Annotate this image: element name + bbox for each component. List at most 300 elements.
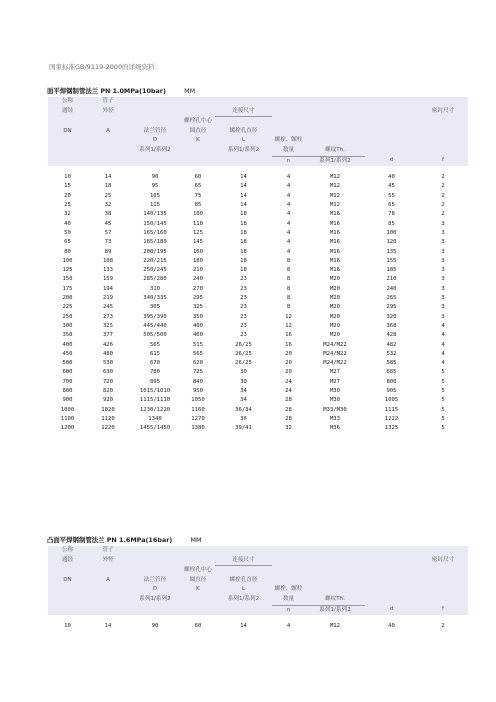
header-cell	[48, 117, 87, 127]
header-row	[48, 107, 468, 117]
table-cell: 18	[240, 267, 247, 274]
table-cell: 4	[286, 220, 291, 227]
table-cell: 30	[240, 378, 247, 385]
header-cell	[215, 117, 272, 127]
table-cell: 400	[192, 322, 204, 329]
spacer-cell	[87, 615, 129, 622]
table-cell: 95	[151, 183, 159, 190]
table-cell: 40	[388, 623, 395, 630]
header-series-th: 系列1/系列2	[305, 156, 365, 166]
header-dn: DN	[48, 576, 87, 586]
table-cell: 905	[386, 387, 397, 394]
table-cell: 377	[102, 332, 114, 339]
header-cell	[129, 556, 181, 566]
header-series-l: 系列1/系列2	[215, 146, 272, 156]
table-row	[48, 424, 468, 433]
table-cell: 1200	[60, 425, 75, 432]
header-dn-cn2: 通经	[48, 556, 87, 566]
header-cell	[305, 576, 365, 586]
header-cell	[365, 127, 418, 137]
header-cell	[129, 605, 181, 615]
table-cell: 23	[240, 295, 247, 302]
table-cell: 100	[62, 257, 73, 264]
table-row	[48, 294, 468, 303]
header-cell	[418, 136, 468, 146]
table-cell: M16	[329, 257, 341, 264]
header-cell	[129, 97, 181, 107]
table-cell: 340/335	[143, 295, 167, 302]
table-cell: 3	[441, 229, 445, 236]
header-series-th: 系列1/系列2	[305, 605, 365, 615]
table-cell: 700	[62, 378, 73, 385]
table-row	[48, 350, 468, 359]
table-cell: 14	[240, 202, 247, 209]
table-cell: 565	[149, 341, 161, 348]
table-row	[48, 387, 468, 396]
header-cell	[418, 117, 468, 127]
header-cell	[305, 97, 365, 107]
spacer-cell	[305, 166, 365, 173]
header-dn-cn: 公称	[48, 546, 87, 556]
table-row	[48, 173, 468, 182]
header-row	[48, 97, 468, 107]
table-cell: 4	[441, 360, 445, 367]
table-cell: 4	[441, 341, 445, 348]
table-cell: 428	[386, 332, 397, 339]
table-cell: 90	[151, 174, 159, 181]
table-row	[48, 359, 468, 368]
table-cell: 36	[240, 415, 247, 422]
header-row	[48, 576, 468, 586]
header-sd: d	[365, 156, 418, 166]
table-cell: 26/25	[235, 360, 252, 367]
spacer-cell	[215, 166, 272, 173]
table-cell: 400	[62, 341, 73, 348]
table-cell: M12	[329, 192, 341, 199]
table-cell: M16	[329, 229, 341, 236]
table-cell: 12	[285, 313, 292, 320]
table-cell: 14	[240, 183, 247, 190]
header-series-d: 系列1/系列2	[129, 146, 181, 156]
table-cell: 4	[441, 350, 445, 357]
table-cell: 8	[286, 285, 291, 292]
spacer-cell	[272, 166, 305, 173]
table-cell: 4	[286, 211, 291, 218]
header-cell	[272, 566, 305, 576]
table-cell: 1230/1220	[139, 406, 171, 413]
table-cell: 150/145	[143, 220, 167, 227]
table-cell: 18	[240, 220, 247, 227]
table-cell: 75	[194, 192, 202, 199]
table-cell: 140/135	[143, 211, 167, 218]
table-cell: 800	[386, 378, 397, 385]
table-row	[48, 266, 468, 275]
header-L: L	[215, 585, 272, 595]
table-cell: 18	[240, 257, 247, 264]
table-cell: 1050	[191, 397, 205, 404]
table-cell: M20	[329, 285, 341, 292]
table-row	[48, 622, 468, 631]
table-cell: 40	[388, 174, 395, 181]
table-cell: 295	[192, 295, 204, 302]
header-L: L	[215, 136, 272, 146]
header-sf: f	[418, 156, 468, 166]
header-cell	[272, 107, 305, 117]
spacer-cell	[87, 166, 129, 173]
header-cell	[129, 117, 181, 127]
header-cell	[365, 556, 418, 566]
header-cell	[272, 576, 305, 586]
table-cell: 720	[102, 378, 114, 385]
table-cell: 220/215	[143, 257, 167, 264]
spacer-cell	[181, 615, 215, 622]
header-k-cn: 螺栓孔中心	[181, 566, 215, 576]
table-cell: 460	[192, 332, 204, 339]
header-cell	[305, 566, 365, 576]
header-D: D	[129, 585, 181, 595]
header-cell	[48, 566, 87, 576]
header-cell	[272, 556, 305, 566]
table-cell: 950	[192, 387, 204, 394]
table-cell: 200	[62, 295, 73, 302]
table-cell: 65	[388, 202, 395, 209]
header-dn-cn: 公称	[48, 97, 87, 107]
table-cell: 24	[285, 387, 292, 394]
header-cell	[87, 156, 129, 166]
table-cell: 34	[240, 397, 247, 404]
table-cell: 530	[102, 360, 114, 367]
header-cell	[418, 146, 468, 156]
header-connect: 连接尺寸	[215, 107, 272, 117]
table-cell: M16	[329, 211, 341, 218]
table-cell: 20	[285, 350, 292, 357]
table-cell: 55	[388, 192, 395, 199]
table-row	[48, 406, 468, 415]
table-cell: 89	[104, 248, 112, 255]
table-cell: M12	[329, 202, 341, 209]
header-cell	[129, 566, 181, 576]
table-cell: 325	[192, 304, 204, 311]
header-l-cn: 螺栓孔直径	[215, 576, 272, 586]
table-cell: 320	[386, 313, 397, 320]
table-cell: 4	[286, 174, 291, 181]
table-cell: 4	[286, 248, 291, 255]
table-cell: 565	[192, 350, 204, 357]
table-cell: 185/180	[143, 239, 167, 246]
table-cell: 4	[286, 229, 291, 236]
table-cell: 350	[192, 313, 204, 320]
table-cell: 108	[102, 257, 114, 264]
header-a: A	[87, 127, 129, 137]
table-cell: 45	[388, 183, 395, 190]
table-cell: 23	[240, 313, 247, 320]
header-cell	[272, 127, 305, 137]
header-d-cn: 法兰管径	[129, 127, 181, 137]
header-cell	[305, 136, 365, 146]
table-cell: 365	[149, 304, 161, 311]
table-cell: 426	[102, 341, 114, 348]
table-cell: 395/390	[143, 313, 167, 320]
table-cell: 3	[441, 267, 445, 274]
table-cell: 32	[285, 425, 292, 432]
table-row	[48, 257, 468, 266]
header-cell	[181, 97, 215, 107]
header-row	[48, 546, 468, 556]
section-2-title-text: 凸面平焊钢制管法兰 PN 1.6MPa(16bar)	[47, 536, 173, 544]
table-cell: 18	[240, 248, 247, 255]
table-cell: 219	[102, 295, 114, 302]
table-cell: 180	[192, 257, 204, 264]
table-cell: 85	[388, 220, 395, 227]
table-cell: 145	[192, 239, 204, 246]
table-row	[48, 210, 468, 219]
spacer-row	[48, 166, 468, 173]
table-cell: 30	[240, 369, 247, 376]
table-cell: 65	[64, 239, 71, 246]
table-cell: M12	[329, 623, 341, 630]
header-cell	[87, 585, 129, 595]
table-cell: 350	[62, 332, 73, 339]
table-cell: 16	[285, 332, 292, 339]
table-cell: 100	[192, 211, 204, 218]
header-row	[48, 156, 468, 166]
table-cell: 240	[192, 276, 204, 283]
table-cell: 1005	[384, 397, 399, 404]
header-a-cn2: 外径	[87, 107, 129, 117]
table-cell: 32	[64, 211, 71, 218]
table-cell: 273	[102, 313, 114, 320]
section-1-spec-table	[48, 97, 468, 433]
header-cell	[365, 97, 418, 107]
table-cell: 1270	[191, 415, 205, 422]
table-cell: 20	[285, 369, 292, 376]
table-cell: M30	[329, 387, 341, 394]
header-a-cn: 管子	[87, 97, 129, 107]
table-row	[48, 378, 468, 387]
table-cell: 185	[386, 267, 397, 274]
header-D: D	[129, 136, 181, 146]
table-cell: M33/M30	[323, 406, 347, 413]
header-cell	[365, 576, 418, 586]
table-cell: 105	[149, 192, 161, 199]
table-cell: 615	[149, 350, 161, 357]
header-cell	[365, 107, 418, 117]
table-cell: M12	[329, 183, 341, 190]
table-cell: 210	[386, 276, 397, 283]
header-cell	[365, 566, 418, 576]
table-cell: 515	[192, 341, 204, 348]
table-row	[48, 313, 468, 322]
table-cell: 150	[62, 276, 73, 283]
table-cell: 2	[441, 192, 445, 199]
table-cell: 10	[64, 174, 71, 181]
header-cell	[129, 546, 181, 556]
header-K: K	[181, 136, 215, 146]
header-qty: 数量	[272, 146, 305, 156]
header-cell	[215, 546, 272, 556]
spacer-cell	[365, 615, 418, 622]
table-cell: 3	[441, 239, 445, 246]
table-cell: 160	[192, 248, 204, 255]
header-row	[48, 605, 468, 615]
section-2-unit-note: MM	[190, 536, 202, 544]
table-cell: 3	[441, 304, 445, 311]
table-cell: 840	[192, 378, 204, 385]
table-cell: 820	[102, 387, 114, 394]
table-cell: 23	[240, 304, 247, 311]
table-cell: 14	[104, 174, 112, 181]
table-cell: 50	[64, 229, 71, 236]
table-cell: 3	[441, 295, 445, 302]
section-1-title	[47, 86, 195, 95]
header-cell	[48, 605, 87, 615]
table-cell: 1115/1110	[139, 397, 171, 404]
header-cell	[129, 107, 181, 117]
header-cell	[418, 585, 468, 595]
table-row	[48, 285, 468, 294]
table-cell: 585	[386, 360, 397, 367]
table-cell: M24/M22	[323, 360, 347, 367]
spacer-cell	[215, 615, 272, 622]
header-cell	[215, 566, 272, 576]
table-cell: 3	[441, 257, 445, 264]
table-row	[48, 229, 468, 238]
table-cell: 450	[62, 350, 73, 357]
header-n: n	[272, 605, 305, 615]
header-cell	[48, 595, 87, 605]
table-cell: 45	[104, 220, 112, 227]
table-cell: 3	[441, 313, 445, 320]
header-cell	[48, 136, 87, 146]
table-cell: 5	[441, 415, 445, 422]
table-cell: 60	[194, 174, 202, 181]
header-l-cn: 螺栓孔直径	[215, 127, 272, 137]
table-cell: 1222	[384, 415, 399, 422]
table-cell: M20	[329, 332, 341, 339]
table-cell: 8	[286, 276, 291, 283]
header-bolt: 螺栓、螺柱	[272, 585, 305, 595]
table-cell: 18	[104, 183, 112, 190]
table-cell: 12	[285, 322, 292, 329]
table-cell: 18	[240, 239, 247, 246]
table-cell: 20	[285, 360, 292, 367]
table-cell: 1160	[191, 406, 205, 413]
table-cell: 210	[192, 267, 204, 274]
table-cell: 685	[386, 369, 397, 376]
header-row	[48, 136, 468, 146]
table-cell: 40	[64, 220, 71, 227]
header-a-cn: 管子	[87, 546, 129, 556]
table-cell: 5	[441, 378, 445, 385]
header-k-cn2: 圆直径	[181, 127, 215, 137]
header-sf: f	[418, 605, 468, 615]
section-2-spec-table	[48, 546, 468, 631]
table-cell: 4	[286, 192, 291, 199]
table-cell: 920	[102, 397, 114, 404]
table-cell: 265	[386, 295, 397, 302]
table-cell: 194	[102, 285, 114, 292]
header-cell	[181, 146, 215, 156]
table-row	[48, 192, 468, 201]
table-cell: 115	[149, 202, 161, 209]
header-row	[48, 595, 468, 605]
table-cell: 80	[64, 248, 71, 255]
table-cell: 4	[286, 623, 291, 630]
table-cell: M16	[329, 248, 341, 255]
table-cell: 310	[149, 285, 161, 292]
header-cell	[87, 595, 129, 605]
header-cell	[215, 156, 272, 166]
table-cell: 1120	[101, 415, 115, 422]
header-row	[48, 556, 468, 566]
table-cell: 800	[62, 387, 73, 394]
header-cell	[181, 595, 215, 605]
header-seal: 密封尺寸	[418, 107, 468, 117]
header-cell	[272, 117, 305, 127]
spacer-cell	[181, 166, 215, 173]
header-K: K	[181, 585, 215, 595]
header-d-cn: 法兰管径	[129, 576, 181, 586]
table-cell: 20	[64, 192, 71, 199]
table-cell: 4	[286, 239, 291, 246]
header-cell	[181, 546, 215, 556]
header-cell	[365, 136, 418, 146]
section-1-title-text: 面平焊钢制管法兰 PN 1.0MPa(10bar)	[47, 87, 166, 95]
table-cell: 8	[286, 257, 291, 264]
table-cell: 630	[102, 369, 114, 376]
header-cell	[365, 585, 418, 595]
header-cell	[418, 566, 468, 576]
header-k-cn: 螺栓孔中心	[181, 117, 215, 127]
header-row	[48, 146, 468, 156]
table-cell: 2	[441, 202, 445, 209]
header-cell	[215, 605, 272, 615]
table-cell: 36/34	[235, 406, 252, 413]
table-cell: 155	[386, 257, 397, 264]
header-series-l: 系列1/系列2	[215, 595, 272, 605]
table-cell: 3	[441, 285, 445, 292]
header-cell	[418, 546, 468, 556]
table-cell: 28	[285, 406, 292, 413]
table-cell: 725	[192, 369, 204, 376]
table-cell: M33	[329, 415, 341, 422]
table-cell: 1340	[148, 415, 162, 422]
table-cell: 39/41	[235, 425, 252, 432]
table-row	[48, 341, 468, 350]
table-cell: M20	[329, 304, 341, 311]
table-cell: 240	[386, 285, 397, 292]
table-cell: 18	[240, 211, 247, 218]
spacer-row	[48, 615, 468, 622]
table-cell: 14	[104, 623, 112, 630]
table-cell: 28	[285, 397, 292, 404]
table-cell: 2	[441, 183, 445, 190]
table-cell: 60	[194, 623, 202, 630]
table-cell: 4	[286, 183, 291, 190]
table-cell: 4	[286, 202, 291, 209]
table-cell: M24/M22	[323, 341, 347, 348]
spacer-cell	[48, 166, 87, 173]
table-cell: 24	[285, 378, 292, 385]
table-row	[48, 303, 468, 312]
table-cell: M16	[329, 267, 341, 274]
table-row	[48, 238, 468, 247]
table-cell: 445/440	[143, 322, 167, 329]
section-1-unit-note: MM	[184, 87, 196, 95]
table-cell: 26/25	[235, 341, 252, 348]
table-cell: 57	[104, 229, 112, 236]
table-cell: 270	[192, 285, 204, 292]
